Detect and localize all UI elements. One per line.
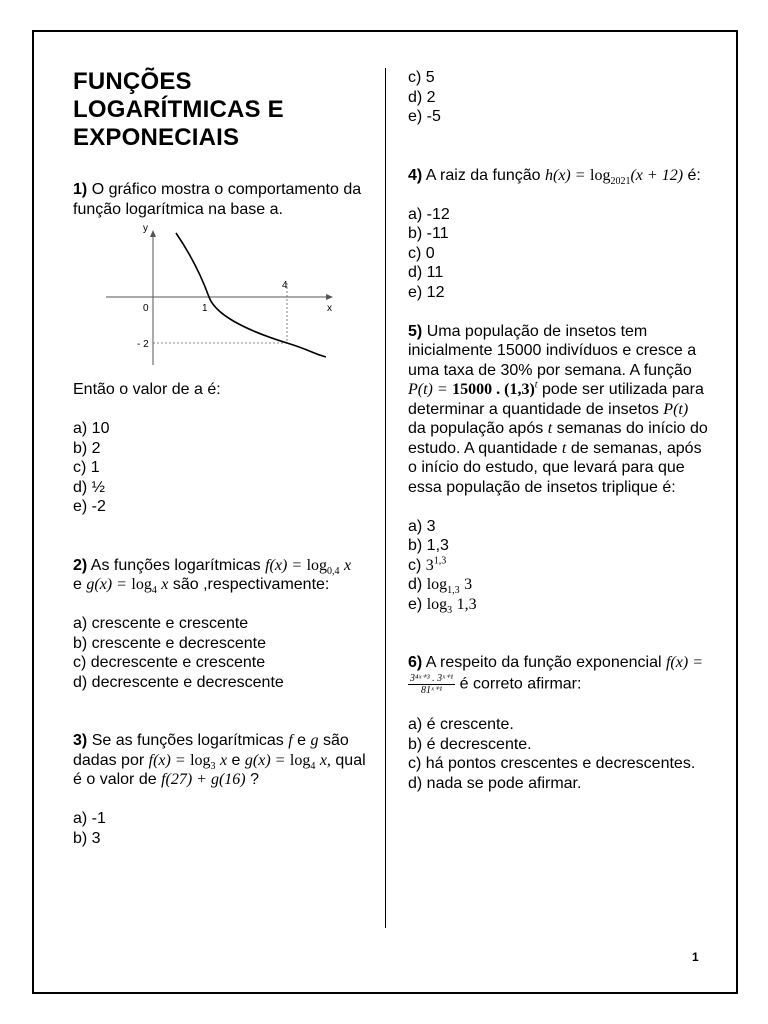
q4-hx: h(x) = — [545, 166, 586, 184]
q2-f-arg: x — [343, 556, 352, 574]
question-5-text-c: da população após — [408, 420, 544, 437]
x-tick-1: 1 — [202, 303, 208, 314]
q1-option-a[interactable]: a) 10 — [73, 420, 110, 437]
question-3-number: 3) — [73, 732, 88, 749]
q3-g-log: log — [289, 751, 311, 769]
q5-option-c-exp: 1,3 — [433, 555, 447, 567]
q2-option-d[interactable]: d) decrescente e decrescente — [73, 673, 284, 691]
question-5-text-a: Uma população de insetos tem inicialmente 15000 indivíduos e cresce a uma taxa de 30% por semana. A função — [408, 322, 697, 379]
q2-option-b[interactable]: b) crescente e decrescente — [73, 634, 266, 652]
x-axis-arrow — [326, 294, 333, 300]
question-3-text-a: Se as funções logarítmicas — [91, 732, 284, 749]
column-divider — [385, 68, 386, 928]
q1-option-d[interactable]: d) ½ — [73, 478, 106, 496]
title-line-1: FUNÇÕES — [73, 68, 192, 95]
q3-fx: f(x) = — [148, 751, 186, 769]
q2-and: e — [73, 576, 82, 593]
question-1-text: O gráfico mostra o comportamento da função logarítmica na base a. — [73, 181, 362, 218]
log-curve — [176, 233, 326, 357]
question-6 — [408, 653, 708, 696]
question-6-text-b: é correto afirmar: — [459, 675, 582, 693]
q3-gx: g(x) = — [244, 751, 286, 769]
q5-pt: P(t) = — [408, 381, 448, 398]
question-1-number: 1) — [73, 181, 88, 198]
q5-option-e-arg: 1,3 — [456, 595, 477, 613]
q5-pt2: P(t) — [663, 400, 689, 418]
question-2 — [73, 556, 368, 595]
question-3-text-b: são dadas por — [73, 732, 349, 769]
q3-expression: f(27) + g(16) — [161, 771, 246, 788]
q2-g-arg: x — [161, 576, 169, 593]
right-column — [408, 68, 708, 793]
q5-option-d-base: 1,3 — [447, 585, 460, 597]
q5-option-c[interactable] — [408, 556, 708, 576]
q3-f-base: 3 — [210, 760, 216, 772]
q3-option-e[interactable]: e) -5 — [408, 108, 441, 125]
q4-base: 2021 — [610, 175, 631, 187]
question-2-text-b: são ,respectivamente: — [172, 576, 330, 593]
q5-option-d-label: d) — [408, 576, 423, 593]
q5-option-d[interactable] — [408, 575, 708, 595]
q4-option-d[interactable]: d) 11 — [408, 264, 444, 281]
q6-option-b[interactable]: b) é decrescente. — [408, 735, 532, 753]
q3-g: g — [310, 732, 319, 749]
question-5-text-d: semanas do início do estudo. A quantidade — [408, 420, 708, 457]
q6-fraction — [408, 673, 455, 696]
q4-option-e[interactable]: e) 12 — [408, 283, 445, 301]
q3-and2: e — [231, 751, 241, 769]
page-number: 1 — [692, 950, 699, 964]
q3-question-mark: ? — [250, 771, 259, 788]
question-2-text-a: As funções logarítmicas — [90, 556, 261, 574]
q5-option-a[interactable]: a) 3 — [408, 517, 436, 535]
q3-f: f — [288, 732, 293, 749]
q3-f-log: log — [190, 751, 211, 769]
question-4 — [408, 166, 708, 186]
q2-option-a[interactable]: a) crescente e crescente — [73, 615, 249, 632]
page-title — [73, 68, 368, 152]
q3-f-arg: x — [219, 751, 228, 769]
q5-formula-exp: t — [534, 379, 538, 391]
q5-option-e-label: e) — [408, 595, 423, 613]
question-5-text-e: de semanas, após o início do estudo, que levará para que essa população de insetos triplique é: — [408, 439, 702, 496]
q3-option-d[interactable]: d) 2 — [408, 88, 436, 106]
q3-option-b[interactable]: b) 3 — [73, 829, 101, 847]
q4-option-c[interactable]: c) 0 — [408, 244, 435, 262]
q2-g-base: 4 — [151, 585, 157, 597]
q3-g-base: 4 — [310, 760, 316, 772]
question-5-number: 5) — [408, 322, 423, 340]
q6-fx: f(x) = — [665, 654, 703, 671]
q2-f: f(x) = — [265, 556, 303, 574]
q6-numerator: 3⁴ˣ⁺³ . 3ˣ⁺¹ — [410, 672, 454, 684]
q6-option-d[interactable]: d) nada se pode afirmar. — [408, 774, 582, 792]
q5-option-d-arg: 3 — [464, 576, 473, 593]
q6-option-c[interactable]: c) há pontos crescentes e decrescentes. — [408, 755, 696, 772]
q5-option-e-base: 3 — [447, 604, 453, 616]
title-line-3: EXPONECIAIS — [73, 124, 240, 151]
q1-option-e[interactable]: e) -2 — [73, 498, 106, 515]
question-2-number: 2) — [73, 556, 88, 574]
question-4-number: 4) — [408, 166, 423, 184]
q5-option-b[interactable]: b) 1,3 — [408, 537, 449, 554]
x-tick-4: 4 — [282, 280, 288, 291]
origin-label: 0 — [143, 303, 149, 314]
q5-t2: t — [561, 439, 567, 457]
question-1-prompt: Então o valor de a é: — [73, 381, 221, 398]
logarithm-graph — [101, 225, 341, 370]
q5-t: t — [547, 420, 553, 437]
q2-g-log: log — [131, 576, 152, 593]
q5-option-c-label: c) — [408, 556, 422, 574]
q2-option-c[interactable]: c) decrescente e crescente — [73, 654, 266, 671]
question-5-text-b: pode ser utilizada para determinar a quantidade de insetos — [408, 381, 704, 418]
q5-formula: 15000 . (1,3) — [452, 381, 535, 398]
q5-option-d-log: log — [426, 576, 448, 593]
question-6-text-a: A respeito da função exponencial — [425, 654, 662, 671]
q3-option-a[interactable]: a) -1 — [73, 810, 106, 827]
left-column — [73, 68, 368, 848]
q4-arg: (x + 12) — [630, 166, 684, 184]
q6-option-a[interactable]: a) é crescente. — [408, 716, 514, 733]
q5-option-e[interactable] — [408, 595, 708, 615]
q5-option-e-log: log — [426, 595, 448, 613]
x-axis-label: x — [327, 303, 332, 314]
y-axis-arrow — [150, 230, 156, 237]
q3-g-arg: x, — [319, 751, 331, 769]
q3-and: e — [297, 732, 307, 749]
question-1 — [73, 180, 368, 219]
q1-option-b[interactable]: b) 2 — [73, 439, 101, 457]
title-line-2: LOGARÍTMICAS E — [73, 96, 284, 123]
q2-f-log: log — [306, 556, 328, 574]
q4-option-b[interactable]: b) -11 — [408, 225, 449, 242]
y-tick-minus2: - 2 — [137, 339, 149, 350]
question-3-text-c: qual é o valor de — [73, 751, 366, 788]
question-5 — [408, 322, 708, 498]
question-6-number: 6) — [408, 654, 423, 671]
question-4-text-b: é: — [687, 166, 701, 184]
q1-option-c[interactable]: c) 1 — [73, 459, 100, 476]
question-4-text-a: A raiz da função — [425, 166, 541, 184]
q5-option-c-base: 3 — [425, 556, 434, 574]
q3-option-c[interactable]: c) 5 — [408, 69, 435, 86]
q6-denominator: 81ˣ⁺¹ — [421, 684, 443, 696]
q2-g: g(x) = — [86, 576, 127, 593]
q2-f-base: 0,4 — [327, 565, 340, 577]
y-axis-label: y — [143, 225, 148, 234]
q4-option-a[interactable]: a) -12 — [408, 205, 450, 223]
q4-log: log — [590, 166, 611, 184]
question-3 — [73, 731, 368, 790]
